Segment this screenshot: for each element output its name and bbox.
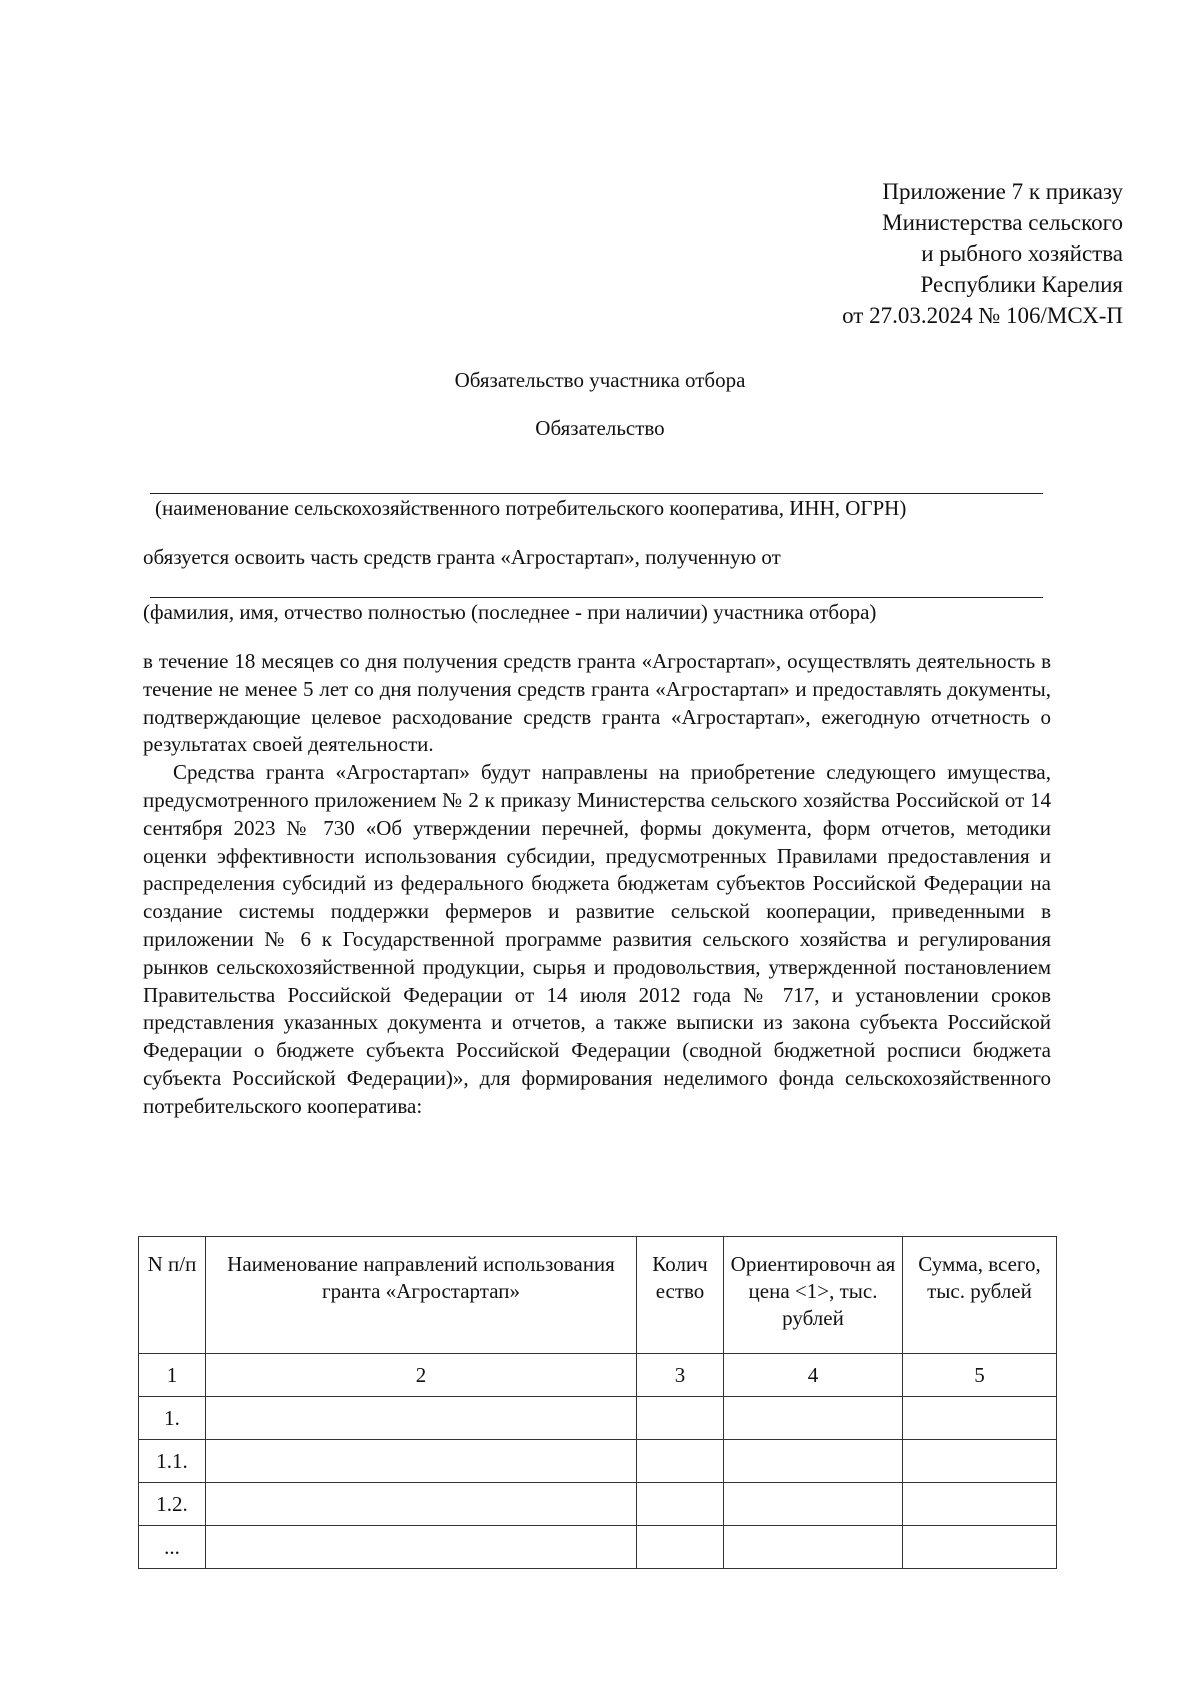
participant-name-line — [150, 597, 1043, 598]
row-number: 1.2. — [139, 1483, 206, 1526]
cell-total-sum — [903, 1483, 1057, 1526]
table-row — [139, 1440, 1057, 1483]
cell-approx-price — [724, 1440, 903, 1483]
cell-direction-name — [206, 1526, 637, 1569]
cell-approx-price — [724, 1526, 903, 1569]
header-approx-price: Ориентировочн ая цена <1>, тыс. рублей — [724, 1237, 903, 1354]
cell-quantity — [637, 1483, 724, 1526]
table-row — [139, 1397, 1057, 1440]
obligation-body — [143, 648, 1051, 1121]
cooperative-name-line — [150, 493, 1043, 494]
paragraph-grant-purpose: Средства гранта «Агростартап» будут направлены на приобретение следующего имущества, предусмотренного приложением № 2 к приказу Министерства сельского хозяйства Российской от 14 сентября 2023 № 730 «Об утверждении перечней, формы документа, форм отчетов, методики оценки эффективности использования субсидии, предусмотренных Правилами предоставления и распределения субсидий из федерального бюджета бюджетам субъектов Российской Федерации на создание системы поддержки фермеров и развитие сельской кооперации, приведенными в приложении № 6 к Государственной программе развития сельского хозяйства и регулирования рынков сельскохозяйственной продукции, сырья и продовольствия, утвержденной постановлением Правительства Российской Федерации от 14 июля 2012 года № 717, и установлении сроков представления указанных документа и отчетов, а также выписки из закона субъекта Российской Федерации о бюджете субъекта Российской Федерации (сводной бюджетной росписи бюджета субъекта Российской Федерации)», для формирования неделимого фонда сельскохозяйственного потребительского кооператива: — [143, 760, 1051, 1118]
paragraph-term: в течение 18 месяцев со дня получения средств гранта «Агростартап», осуществлять деятельность в течение не менее 5 лет со дня получения средств гранта «Агростартап» и предоставлять документы, подтверждающие целевое расходование средств гранта «Агростартап», ежегодную отчетность о результатах своей деятельности. — [143, 649, 1051, 757]
obligation-line-text: обязуется освоить часть средств гранта «Агростартап», полученную от — [143, 545, 781, 569]
cell-quantity — [637, 1397, 724, 1440]
cell-direction-name — [206, 1397, 637, 1440]
header-line-appendix: Приложение 7 к приказу — [882, 179, 1123, 204]
participant-caption: (фамилия, имя, отчество полностью (последнее - при наличии) участника отбора) — [143, 600, 877, 624]
header-line-order-number: от 27.03.2024 № 106/МСХ-П — [842, 303, 1123, 328]
cell-direction-name — [206, 1440, 637, 1483]
header-line-republic: Республики Карелия — [920, 272, 1123, 297]
cell-approx-price — [724, 1397, 903, 1440]
document-header — [842, 176, 1123, 331]
cell-total-sum — [903, 1526, 1057, 1569]
header-number: N п/п — [139, 1237, 206, 1354]
row-number: 1. — [139, 1397, 206, 1440]
row-number: 1.1. — [139, 1440, 206, 1483]
table-row — [139, 1483, 1057, 1526]
header-line-ministry: Министерства сельского — [882, 210, 1123, 235]
header-quantity: Колич ество — [637, 1237, 724, 1354]
cooperative-caption: (наименование сельскохозяйственного потребительского кооператива, ИНН, ОГРН) — [155, 496, 907, 520]
cell-quantity — [637, 1440, 724, 1483]
document-title: Обязательство участника отбора — [454, 368, 746, 392]
cell-total-sum — [903, 1440, 1057, 1483]
column-number: 5 — [903, 1354, 1057, 1397]
table-row — [139, 1526, 1057, 1569]
cell-approx-price — [724, 1483, 903, 1526]
cell-total-sum — [903, 1397, 1057, 1440]
table-header-row — [139, 1237, 1057, 1354]
column-number: 3 — [637, 1354, 724, 1397]
cell-quantity — [637, 1526, 724, 1569]
header-line-ministry-cont: и рыбного хозяйства — [921, 241, 1123, 266]
grant-usage-table — [138, 1236, 1057, 1569]
row-number: ... — [139, 1526, 206, 1569]
header-total-sum: Сумма, всего, тыс. рублей — [903, 1237, 1057, 1354]
column-number: 4 — [724, 1354, 903, 1397]
column-number: 2 — [206, 1354, 637, 1397]
table-column-numbers-row — [139, 1354, 1057, 1397]
column-number: 1 — [139, 1354, 206, 1397]
cell-direction-name — [206, 1483, 637, 1526]
header-direction-name: Наименование направлений использования гранта «Агростартап» — [206, 1237, 637, 1354]
document-subtitle: Обязательство — [535, 416, 665, 440]
